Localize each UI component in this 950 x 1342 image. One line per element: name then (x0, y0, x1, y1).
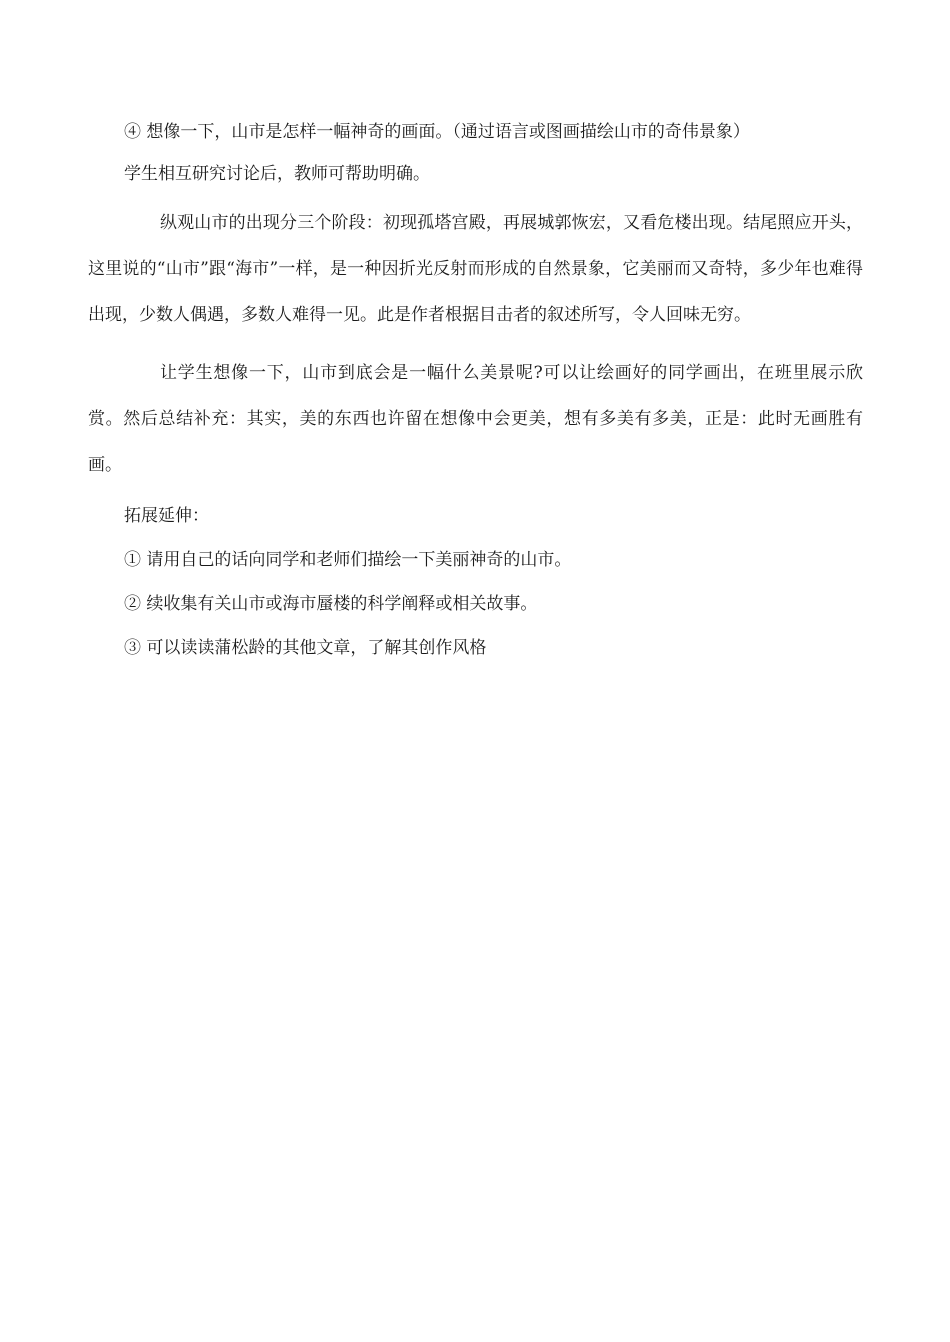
extension-heading: 拓展延伸： (124, 506, 209, 526)
paragraph-stages: 纵观山市的出现分三个阶段：初现孤塔宫殿，再展城郭恢宏，又看危楼出现。结尾照应开头，这里说的“山市”跟“海市”一样，是一种因折光反射而形成的自然景象，它美丽而又奇特，多少年也难得出现，少数人偶遇，多数人难得一见。此是作者根据目击者的叙述所写，令人回味无穷。 (88, 213, 863, 325)
document-body (88, 118, 863, 662)
item-4-line: ④ 想像一下，山市是怎样一幅神奇的画面。（通过语言或图画描绘山市的奇伟景象） (124, 122, 750, 142)
extension-item-1: ① 请用自己的话向同学和老师们描绘一下美丽神奇的山市。 (124, 550, 572, 570)
extension-item-3: ③ 可以读读蒲松龄的其他文章，了解其创作风格 (124, 638, 487, 658)
extension-item-2: ② 续收集有关山市或海市蜃楼的科学阐释或相关故事。 (124, 594, 538, 614)
discussion-line: 学生相互研究讨论后，教师可帮助明确。 (124, 164, 430, 184)
paragraph-imagine: 让学生想像一下，山市到底会是一幅什么美景呢?可以让绘画好的同学画出，在班里展示欣赏。然后总结补充：其实，美的东西也许留在想像中会更美，想有多美有多美，正是：此时无画胜有画。 (88, 363, 863, 475)
